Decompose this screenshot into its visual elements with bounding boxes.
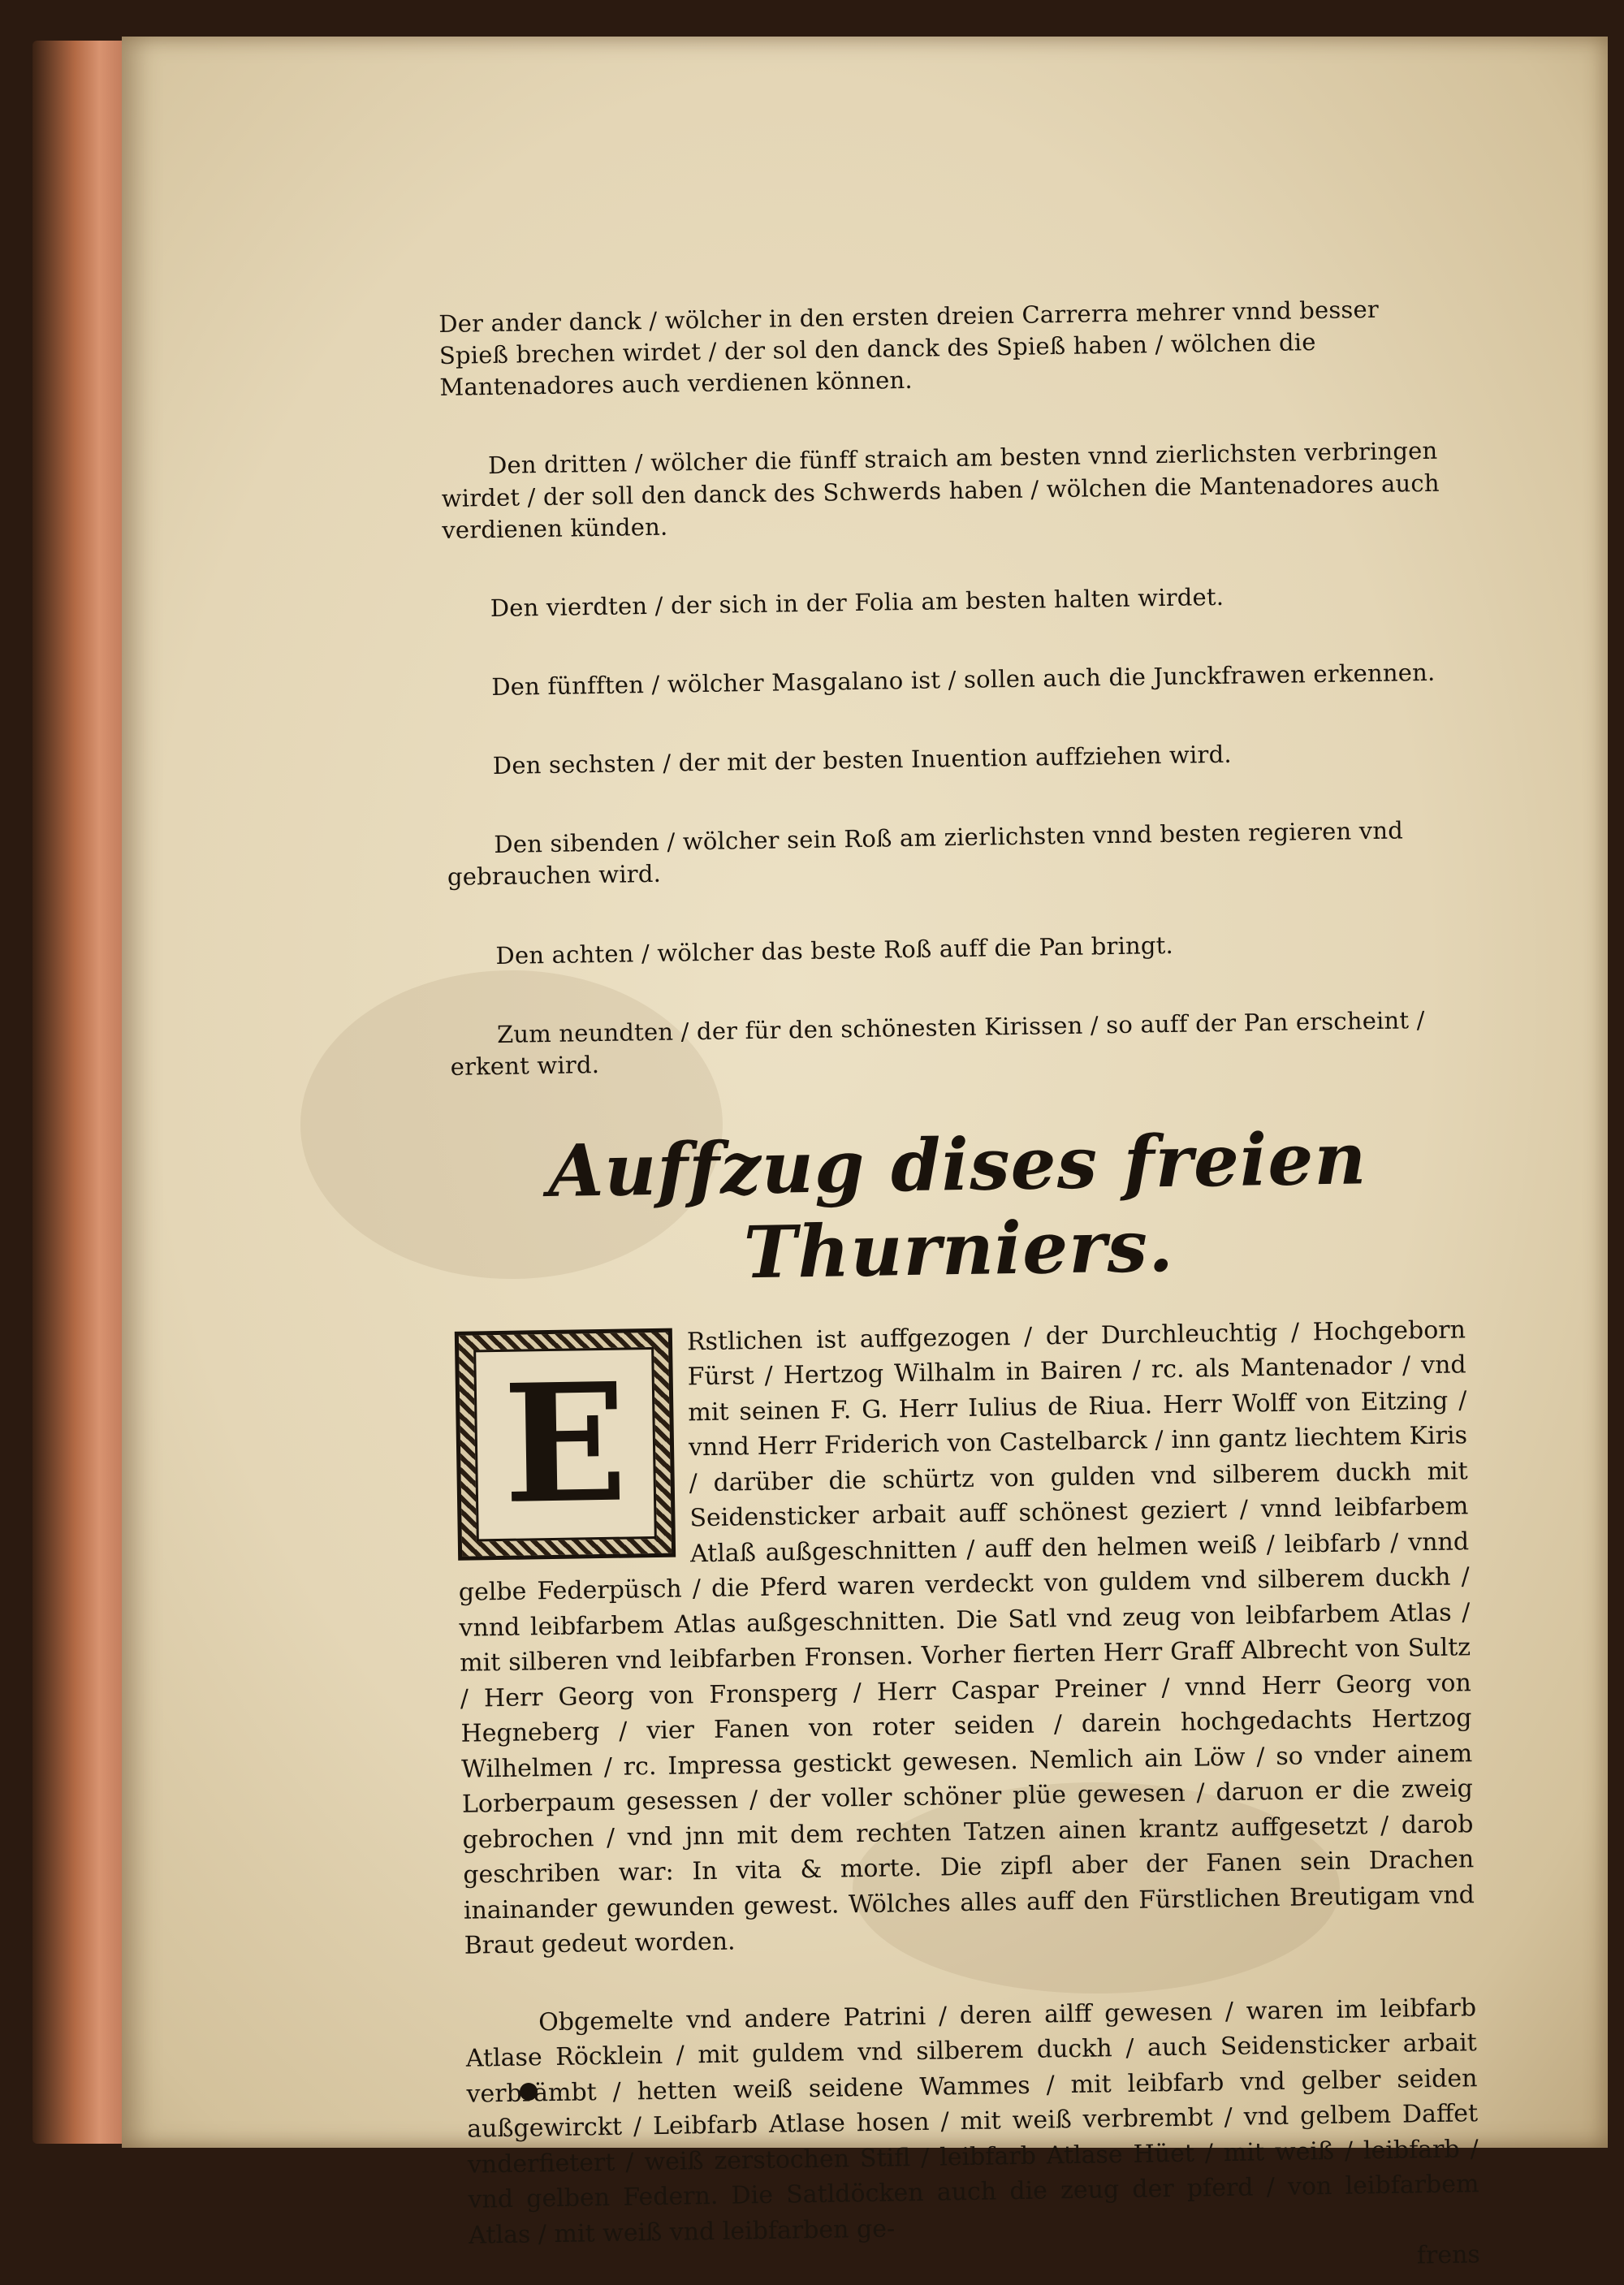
rule-line: Den sibenden / wölcher sein Roß am zierlichsten vnnd besten regieren vnd gebrauchen wird. bbox=[447, 816, 1404, 892]
rule-line: Den vierdten / der sich in der Folia am besten halten wirdet. bbox=[490, 582, 1224, 622]
rule-line: Den sechsten / der mit der besten Inuention auffziehen wird. bbox=[492, 740, 1233, 780]
rule-line: Zum neundten / der für den schönesten Kirissen / so auff der Pan erscheint / erkent wird. bbox=[450, 1005, 1425, 1081]
body-paragraph: Obgemelte vnd andere Patrini / deren ailff gewesen / waren im leibfarb Atlase Röcklein / mit guldem vnd silberem duckh / auch Seidensticker arbait verbrämbt / hetten weiß seidene Wammes / mit leibfarb vnd gelber seiden außgewirckt / Leibfarb Atlase hosen / mit weiß verbrembt / vnd gelbem Daffet vnderfietert / weiß zerstochen Stifl / leibfarb Atlase Hüet / mit weiß / leibfarb / vnd gelben Federn. Die Satldöcken auch die zeug der pferd / von leibfarbem Atlas / mit weiß vnd leibfarben ge- bbox=[465, 1993, 1479, 2250]
page-text bbox=[438, 292, 1480, 2285]
rule-line: Den dritten / wölcher die fünff straich am besten vnnd zierlichsten verbringen wirdet / der soll den danck des Schwerds haben / wölchen die Mantenadores auch verdienen künden. bbox=[441, 437, 1440, 544]
rule-line: Den achten / wölcher das beste Roß auff die Pan bringt. bbox=[495, 931, 1174, 970]
rule-line: Den fünfften / wölcher Masgalano ist / sollen auch die Junckfrawen erkennen. bbox=[491, 658, 1436, 702]
initial-letter: E bbox=[473, 1347, 657, 1541]
rule-line: Der ander danck / wölcher in den ersten dreien Carrerra mehrer vnnd besser Spieß brechen wirdet / der sol den danck des Spieß haben / wölchen die Mantenadores auch verdienen können. bbox=[438, 295, 1380, 402]
section-heading: Auffzug dises freien Thurniers. bbox=[547, 1116, 1368, 1295]
body-paragraph: Rstlichen ist auffgezogen / der Durchleuchtig / Hochgeborn Fürst / Hertzog Wilhalm in Bairen / rc. als Mantenador / vnd mit seinen F. G. Herr Iulius de Riua. Herr Wolff von Eitzing / vnnd Herr Friderich von Castelbarck / inn gantz liechtem Kiris / darüber die schürtz von gulden vnd silberem duckh mit Seidensticker arbait auff schönest geziert / vnnd leibfarbem Atlaß außgeschnitten / auff den helmen weiß / leibfarb / vnnd gelbe Federpüsch / die Pferd waren verdeckt von guldem vnd silberem duckh / vnnd leibfarbem Atlas außgeschnitten. Die Satl vnd zeug von leibfarbem Atlas / mit silberen vnd leibfarben Fronsen. Vorher fierten Herr Graff Albrecht von Sultz / Herr Georg von Fronsperg / Herr Caspar Preiner / vnnd Herr Georg von Hegneberg / vier Fanen von roter seiden / darein hochgedachts Hertzog Wilhelmen / rc. Impressa gestickt gewesen. Nemlich ain Löw / so vnder ainem Lorberpaum gesessen / der voller schöner plüe gewesen / daruon er die zweig gebrochen / vnd jnn mit dem rechten Tatzen ainen krantz auffgesetzt / darob geschriben war: In vita & morte. Die zipfl aber der Fanen sein Drachen inainander gewunden gewest. Wölches alles auff den Fürstlichen Breutigam vnd Braut gedeut worden. bbox=[458, 1315, 1475, 1961]
decorated-initial bbox=[455, 1328, 676, 1561]
catchword: frens bbox=[1416, 2240, 1481, 2270]
